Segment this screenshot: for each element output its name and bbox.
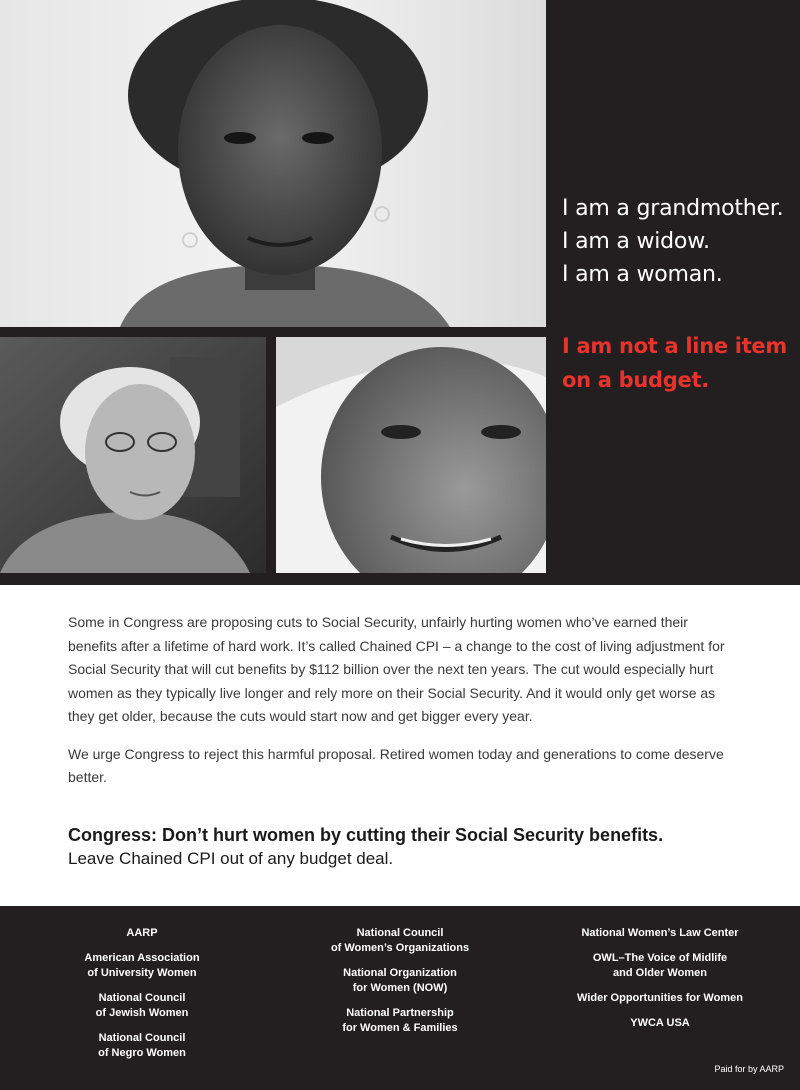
headline-emphasis — [562, 329, 794, 397]
sponsor-org: Wider Opportunities for Women — [577, 992, 743, 1004]
sponsor-org: YWCA USA — [630, 1017, 690, 1029]
sponsor-column-1 — [62, 926, 222, 1071]
sponsor-org: National Organization for Women (NOW) — [343, 967, 457, 994]
headline-line-grandmother: I am a grandmother. — [562, 196, 784, 221]
sponsor-org: OWL–The Voice of Midlife and Older Women — [592, 952, 728, 979]
headline-line-woman: I am a woman. — [562, 262, 723, 287]
paid-for-by-notice: Paid for by AARP — [714, 1064, 784, 1074]
body-paragraph-1: Some in Congress are proposing cuts to Social Security, unfairly hurting women who’ve earned their benefits after a lifetime of hard work. It’s called Chained CPI – a change to the cost of living adjustment for Social Security that will cut benefits by $112 billion over the next ten years. The cut would especially hurt women as they typically live longer and rely more on their Social Security. And it would only get worse as they get older, because the cuts would start now and get bigger every year. — [68, 614, 725, 724]
sponsor-column-2 — [310, 926, 490, 1046]
sponsor-org: National Council of Jewish Women — [95, 992, 189, 1019]
sponsor-org: National Council of Negro Women — [98, 1032, 186, 1059]
sponsor-org: National Women’s Law Center — [581, 927, 739, 939]
headline-emphasis-line-2: on a budget. — [562, 368, 709, 392]
sponsor-org: American Association of University Women — [84, 952, 200, 979]
body-copy — [68, 611, 738, 804]
headline-line-widow: I am a widow. — [562, 229, 710, 254]
portrait-grandmother-photo — [0, 0, 546, 327]
sponsor-org: National Council of Women’s Organizations — [330, 927, 470, 954]
portrait-smiling-woman-photo — [276, 337, 546, 573]
portrait-elderly-woman-glasses-photo — [0, 337, 266, 573]
sponsor-org: National Partnership for Women & Families — [342, 1007, 458, 1034]
cta-subline: Leave Chained CPI out of any budget deal. — [68, 849, 394, 868]
headline-statements — [562, 192, 792, 291]
sponsor-footer — [0, 906, 800, 1090]
headline-emphasis-line-1: I am not a line item — [562, 334, 787, 358]
body-paragraph-2: We urge Congress to reject this harmful proposal. Retired women today and generations to come deserve better. — [68, 745, 724, 785]
sponsor-org: AARP — [126, 927, 158, 939]
call-to-action — [68, 823, 768, 871]
sponsor-column-3 — [555, 926, 765, 1041]
cta-headline: Congress: Don’t hurt women by cutting their Social Security benefits. — [68, 825, 664, 845]
